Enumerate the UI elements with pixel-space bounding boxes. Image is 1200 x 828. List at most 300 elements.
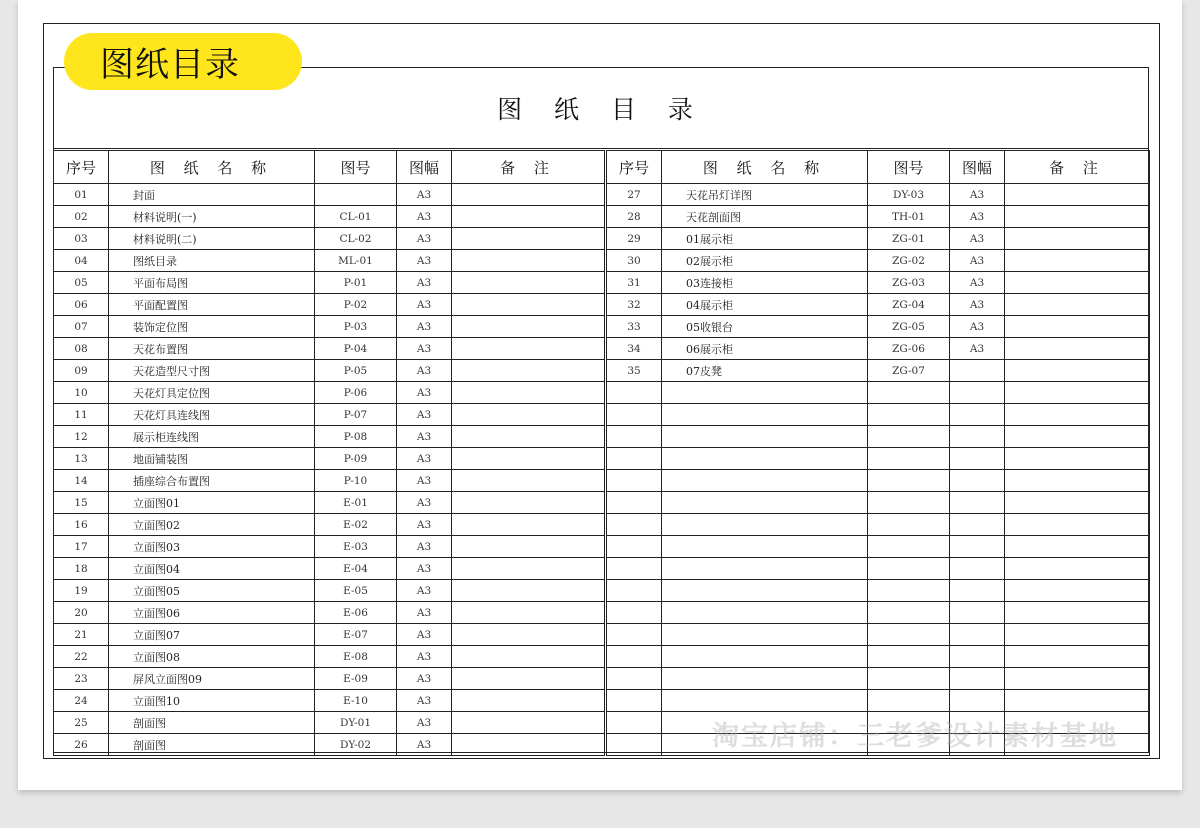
remarks-cell (452, 690, 605, 712)
drawing-name: 剖面图 (109, 712, 315, 734)
sheet-size: A3 (397, 404, 452, 426)
header-no: 序号 (54, 151, 109, 184)
remarks-cell (1005, 536, 1150, 558)
drawing-name: 天花灯具连线图 (109, 404, 315, 426)
row-number: 35 (607, 360, 662, 382)
table-row (54, 558, 605, 580)
drawing-name: 天花吊灯详图 (662, 184, 868, 206)
table-row (54, 448, 605, 470)
remarks-cell (452, 492, 605, 514)
drawing-name: 立面图07 (109, 624, 315, 646)
row-number: 09 (54, 360, 109, 382)
drawing-code: CL-01 (315, 206, 397, 228)
table-row (607, 668, 1150, 690)
sheet-size: A3 (397, 294, 452, 316)
row-number: 13 (54, 448, 109, 470)
row-number: 14 (54, 470, 109, 492)
table-row (54, 492, 605, 514)
table-row (607, 624, 1150, 646)
drawing-code: P-03 (315, 316, 397, 338)
drawing-name: 立面图06 (109, 602, 315, 624)
page-title: 图 纸 目 录 (497, 95, 705, 124)
row-number: 23 (54, 668, 109, 690)
table-row (607, 404, 1150, 426)
table-row (607, 602, 1150, 624)
remarks-cell (1005, 558, 1150, 580)
row-number: 22 (54, 646, 109, 668)
row-number: 12 (54, 426, 109, 448)
table-row (607, 272, 1150, 294)
remarks-cell (1005, 404, 1150, 426)
sheet-size: A3 (397, 250, 452, 272)
table-row (607, 492, 1150, 514)
drawing-name: 平面配置图 (109, 294, 315, 316)
remarks-cell (452, 338, 605, 360)
row-number (607, 580, 662, 602)
sheet-size (950, 668, 1005, 690)
remarks-cell (1005, 206, 1150, 228)
drawing-code (868, 690, 950, 712)
remarks-cell (452, 316, 605, 338)
title-divider (53, 148, 1149, 149)
drawing-code: ZG-06 (868, 338, 950, 360)
drawing-code (868, 404, 950, 426)
remarks-cell (1005, 624, 1150, 646)
sheet-size: A3 (950, 338, 1005, 360)
table-row (54, 426, 605, 448)
watermark: 淘宝店铺：三老爹设计素材基地 (712, 721, 1118, 752)
remarks-cell (1005, 382, 1150, 404)
sheet-size: A3 (950, 250, 1005, 272)
header-note: 备 注 (452, 151, 605, 184)
remarks-cell (1005, 250, 1150, 272)
row-number (607, 734, 662, 756)
drawing-name (662, 536, 868, 558)
drawing-name (662, 470, 868, 492)
header-code: 图号 (315, 151, 397, 184)
sheet-size: A3 (397, 624, 452, 646)
remarks-cell (452, 734, 605, 756)
table-header-row (54, 151, 605, 184)
row-number (607, 404, 662, 426)
table-row (607, 316, 1150, 338)
drawing-code (868, 536, 950, 558)
drawing-code: E-06 (315, 602, 397, 624)
drawing-name: 材料说明(二) (109, 228, 315, 250)
remarks-cell (1005, 580, 1150, 602)
table-row (54, 734, 605, 756)
row-number: 04 (54, 250, 109, 272)
table-row (54, 514, 605, 536)
table-row (607, 360, 1150, 382)
drawing-code: ZG-01 (868, 228, 950, 250)
sheet-size: A3 (397, 558, 452, 580)
table-row (607, 426, 1150, 448)
drawing-code (868, 668, 950, 690)
row-number: 02 (54, 206, 109, 228)
drawing-code: ZG-02 (868, 250, 950, 272)
drawing-name: 展示柜连线图 (109, 426, 315, 448)
remarks-cell (1005, 492, 1150, 514)
remarks-cell (1005, 448, 1150, 470)
drawing-code (868, 470, 950, 492)
drawing-code: P-09 (315, 448, 397, 470)
drawing-name: 图纸目录 (109, 250, 315, 272)
row-number: 34 (607, 338, 662, 360)
drawing-code (868, 580, 950, 602)
sheet-size: A3 (397, 426, 452, 448)
row-number: 03 (54, 228, 109, 250)
table-row (54, 602, 605, 624)
drawing-code: E-01 (315, 492, 397, 514)
sheet-size: A3 (950, 272, 1005, 294)
sheet-size: A3 (397, 690, 452, 712)
drawing-name (662, 668, 868, 690)
drawing-code: ZG-07 (868, 360, 950, 382)
drawing-name: 立面图02 (109, 514, 315, 536)
drawing-code: DY-03 (868, 184, 950, 206)
remarks-cell (452, 206, 605, 228)
drawing-code: P-06 (315, 382, 397, 404)
row-number (607, 602, 662, 624)
drawing-code: TH-01 (868, 206, 950, 228)
remarks-cell (452, 558, 605, 580)
table-row (607, 184, 1150, 206)
table-row (607, 690, 1150, 712)
header-no: 序号 (607, 151, 662, 184)
remarks-cell (452, 624, 605, 646)
table-row (607, 470, 1150, 492)
table-row (607, 536, 1150, 558)
sheet-size (950, 514, 1005, 536)
row-number: 25 (54, 712, 109, 734)
drawing-code (868, 558, 950, 580)
remarks-cell (1005, 690, 1150, 712)
drawing-name: 剖面图 (109, 734, 315, 756)
drawing-code (315, 184, 397, 206)
sheet-size (950, 624, 1005, 646)
drawing-name: 天花灯具定位图 (109, 382, 315, 404)
table-row (54, 184, 605, 206)
row-number (607, 646, 662, 668)
table-row (54, 382, 605, 404)
sheet-size (950, 646, 1005, 668)
remarks-cell (452, 470, 605, 492)
drawing-index-table-left (53, 150, 605, 756)
table-row (54, 712, 605, 734)
row-number (607, 536, 662, 558)
remarks-cell (1005, 514, 1150, 536)
drawing-name (662, 426, 868, 448)
remarks-cell (452, 580, 605, 602)
sheet-size: A3 (397, 602, 452, 624)
section-badge (64, 33, 302, 90)
sheet-size (950, 602, 1005, 624)
row-number (607, 668, 662, 690)
sheet-size (950, 558, 1005, 580)
remarks-cell (1005, 668, 1150, 690)
drawing-name: 装饰定位图 (109, 316, 315, 338)
table-row (607, 206, 1150, 228)
remarks-cell (1005, 184, 1150, 206)
drawing-name: 天花布置图 (109, 338, 315, 360)
header-name: 图 纸 名 称 (109, 151, 315, 184)
drawing-code: P-01 (315, 272, 397, 294)
sheet-size: A3 (397, 470, 452, 492)
sheet-size (950, 492, 1005, 514)
sheet-size: A3 (397, 580, 452, 602)
header-code: 图号 (868, 151, 950, 184)
row-number (607, 492, 662, 514)
drawing-name: 立面图03 (109, 536, 315, 558)
drawing-code: E-04 (315, 558, 397, 580)
sheet-size: A3 (397, 316, 452, 338)
remarks-cell (1005, 470, 1150, 492)
drawing-code: CL-02 (315, 228, 397, 250)
remarks-cell (452, 536, 605, 558)
row-number: 11 (54, 404, 109, 426)
sheet-size (950, 360, 1005, 382)
remarks-cell (452, 404, 605, 426)
sheet-size (950, 382, 1005, 404)
drawing-code (868, 646, 950, 668)
row-number (607, 624, 662, 646)
drawing-name: 01展示柜 (662, 228, 868, 250)
header-size: 图幅 (950, 151, 1005, 184)
drawing-name: 地面铺装图 (109, 448, 315, 470)
table-row (607, 382, 1150, 404)
drawing-name: 插座综合布置图 (109, 470, 315, 492)
drawing-code: DY-01 (315, 712, 397, 734)
sheet-size: A3 (950, 184, 1005, 206)
row-number: 27 (607, 184, 662, 206)
drawing-name: 04展示柜 (662, 294, 868, 316)
remarks-cell (452, 514, 605, 536)
table-row (607, 580, 1150, 602)
table-row (54, 624, 605, 646)
row-number (607, 514, 662, 536)
drawing-name (662, 580, 868, 602)
row-number: 30 (607, 250, 662, 272)
remarks-cell (1005, 338, 1150, 360)
remarks-cell (1005, 360, 1150, 382)
sheet-size: A3 (397, 646, 452, 668)
row-number: 20 (54, 602, 109, 624)
table-row (54, 206, 605, 228)
row-number: 18 (54, 558, 109, 580)
drawing-name: 立面图05 (109, 580, 315, 602)
drawing-name: 02展示柜 (662, 250, 868, 272)
table-row (54, 536, 605, 558)
remarks-cell (452, 228, 605, 250)
remarks-cell (1005, 602, 1150, 624)
drawing-name (662, 646, 868, 668)
table-row (607, 338, 1150, 360)
drawing-code: P-05 (315, 360, 397, 382)
table-row (607, 448, 1150, 470)
table-row (54, 580, 605, 602)
drawing-code (868, 602, 950, 624)
drawing-code (868, 492, 950, 514)
sheet-size: A3 (397, 382, 452, 404)
sheet-size (950, 470, 1005, 492)
sheet-size (950, 536, 1005, 558)
row-number: 24 (54, 690, 109, 712)
header-name: 图 纸 名 称 (662, 151, 868, 184)
sheet-size: A3 (397, 712, 452, 734)
badge-label: 图纸目录 (100, 45, 240, 85)
row-number: 07 (54, 316, 109, 338)
sheet-size: A3 (950, 316, 1005, 338)
drawing-name: 封面 (109, 184, 315, 206)
drawing-code: E-05 (315, 580, 397, 602)
drawing-name: 06展示柜 (662, 338, 868, 360)
sheet-size: A3 (397, 272, 452, 294)
remarks-cell (452, 272, 605, 294)
drawing-name: 天花造型尺寸图 (109, 360, 315, 382)
drawing-name (662, 492, 868, 514)
row-number (607, 470, 662, 492)
sheet-size: A3 (397, 228, 452, 250)
remarks-cell (452, 602, 605, 624)
drawing-code: E-02 (315, 514, 397, 536)
table-row (54, 250, 605, 272)
row-number: 08 (54, 338, 109, 360)
drawing-code: E-08 (315, 646, 397, 668)
row-number: 05 (54, 272, 109, 294)
drawing-name: 平面布局图 (109, 272, 315, 294)
drawing-name: 07皮凳 (662, 360, 868, 382)
drawing-name: 03连接柜 (662, 272, 868, 294)
table-row (607, 294, 1150, 316)
table-row (54, 690, 605, 712)
drawing-name (662, 624, 868, 646)
drawing-name: 05收银台 (662, 316, 868, 338)
drawing-code (868, 624, 950, 646)
drawing-code: ML-01 (315, 250, 397, 272)
drawing-name (662, 558, 868, 580)
drawing-name: 天花剖面图 (662, 206, 868, 228)
row-number: 19 (54, 580, 109, 602)
remarks-cell (1005, 316, 1150, 338)
remarks-cell (452, 294, 605, 316)
drawing-index-table-right (606, 150, 1150, 756)
sheet-size: A3 (397, 360, 452, 382)
sheet-size: A3 (950, 228, 1005, 250)
row-number: 17 (54, 536, 109, 558)
table-row (54, 294, 605, 316)
drawing-name (662, 602, 868, 624)
remarks-cell (452, 250, 605, 272)
drawing-code (868, 426, 950, 448)
row-number: 06 (54, 294, 109, 316)
sheet-size: A3 (397, 536, 452, 558)
drawing-code (868, 448, 950, 470)
row-number: 26 (54, 734, 109, 756)
sheet-size: A3 (397, 448, 452, 470)
header-note: 备 注 (1005, 151, 1150, 184)
row-number: 10 (54, 382, 109, 404)
row-number: 15 (54, 492, 109, 514)
sheet-size: A3 (397, 206, 452, 228)
table-row (54, 316, 605, 338)
sheet-size (950, 404, 1005, 426)
remarks-cell (1005, 294, 1150, 316)
drawing-code: E-09 (315, 668, 397, 690)
header-size: 图幅 (397, 151, 452, 184)
sheet-size (950, 426, 1005, 448)
remarks-cell (1005, 646, 1150, 668)
drawing-code: ZG-05 (868, 316, 950, 338)
row-number: 31 (607, 272, 662, 294)
drawing-name (662, 690, 868, 712)
sheet-size: A3 (397, 338, 452, 360)
drawing-code: P-10 (315, 470, 397, 492)
row-number (607, 448, 662, 470)
remarks-cell (452, 646, 605, 668)
table-row (607, 514, 1150, 536)
table-row (54, 668, 605, 690)
drawing-code (868, 514, 950, 536)
table-row (54, 338, 605, 360)
remarks-cell (452, 668, 605, 690)
remarks-cell (1005, 426, 1150, 448)
remarks-cell (452, 712, 605, 734)
drawing-code: E-10 (315, 690, 397, 712)
sheet-size: A3 (397, 668, 452, 690)
sheet-size: A3 (397, 184, 452, 206)
drawing-code (868, 382, 950, 404)
drawing-name: 立面图01 (109, 492, 315, 514)
row-number: 32 (607, 294, 662, 316)
drawing-code: P-07 (315, 404, 397, 426)
row-number (607, 690, 662, 712)
row-number (607, 426, 662, 448)
table-header-row (607, 151, 1150, 184)
row-number (607, 382, 662, 404)
sheet-size: A3 (397, 492, 452, 514)
row-number: 28 (607, 206, 662, 228)
row-number: 01 (54, 184, 109, 206)
table-row (54, 646, 605, 668)
sheet-size: A3 (397, 514, 452, 536)
drawing-name (662, 404, 868, 426)
table-row (54, 272, 605, 294)
table-row (607, 646, 1150, 668)
remarks-cell (452, 448, 605, 470)
drawing-name: 立面图10 (109, 690, 315, 712)
remarks-cell (452, 360, 605, 382)
drawing-name: 屏风立面图09 (109, 668, 315, 690)
remarks-cell (452, 382, 605, 404)
table-row (607, 558, 1150, 580)
sheet-size: A3 (950, 206, 1005, 228)
drawing-name: 材料说明(一) (109, 206, 315, 228)
sheet-size (950, 448, 1005, 470)
drawing-name: 立面图08 (109, 646, 315, 668)
drawing-code: ZG-03 (868, 272, 950, 294)
drawing-code: E-03 (315, 536, 397, 558)
drawing-code: ZG-04 (868, 294, 950, 316)
table-row (607, 250, 1150, 272)
row-number: 29 (607, 228, 662, 250)
table-row (54, 404, 605, 426)
table-row (54, 470, 605, 492)
sheet-size: A3 (397, 734, 452, 756)
row-number: 33 (607, 316, 662, 338)
row-number (607, 558, 662, 580)
drawing-name (662, 448, 868, 470)
